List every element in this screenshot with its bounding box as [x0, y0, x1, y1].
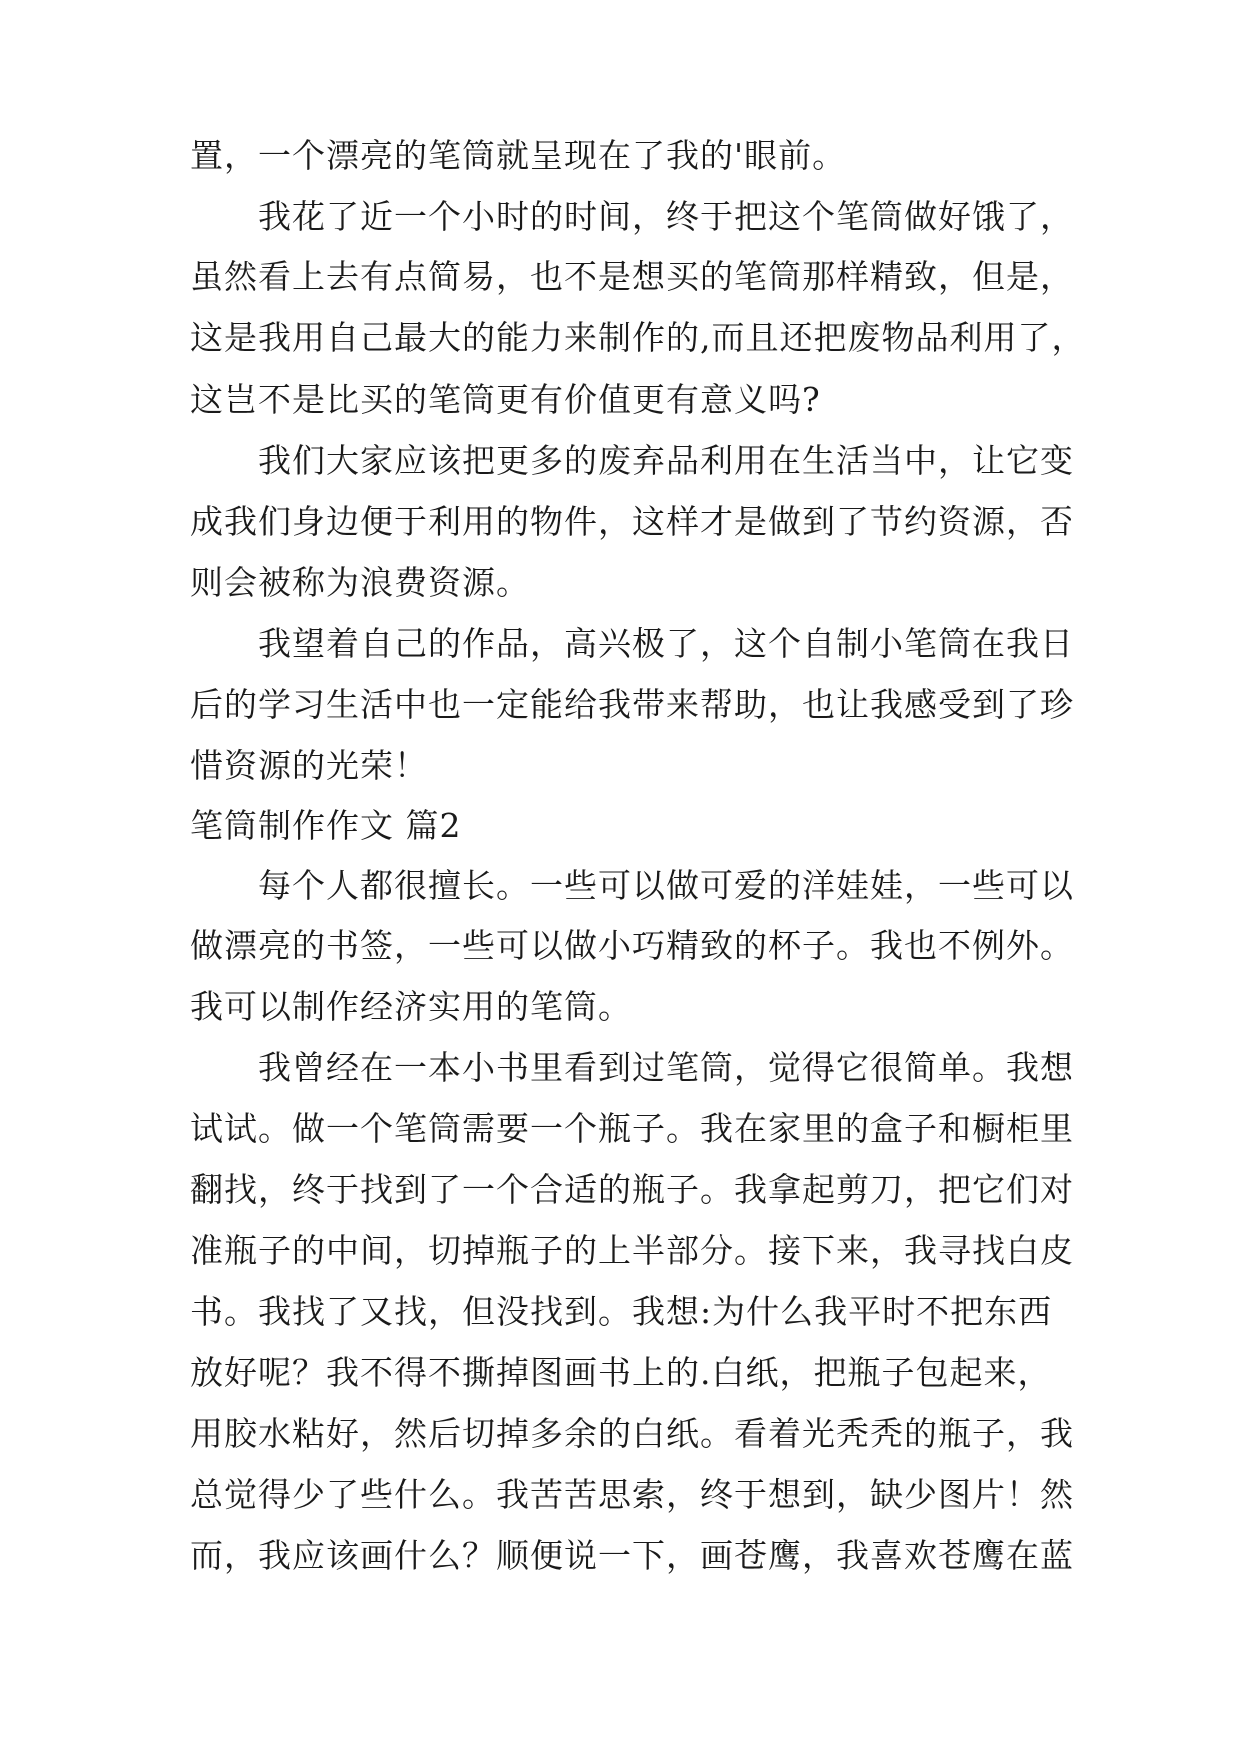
text-line: 我花了近一个小时的时间，终于把这个笔筒做好饿了，	[190, 197, 1074, 236]
text-line: 用胶水粘好，然后切掉多余的白纸。看着光秃秃的瓶子，我	[190, 1414, 1074, 1453]
text-line: 翻找，终于找到了一个合适的瓶子。我拿起剪刀，把它们对	[190, 1170, 1074, 1209]
section-heading: 笔筒制作作文 篇2	[190, 806, 462, 845]
text-line: 每个人都很擅长。一些可以做可爱的洋娃娃，一些可以	[190, 866, 1074, 905]
text-line: 我们大家应该把更多的废弃品利用在生活当中，让它变	[190, 441, 1074, 480]
text-line: 书。我找了又找，但没找到。我想:为什么我平时不把东西	[190, 1292, 1053, 1331]
text-line: 我可以制作经济实用的笔筒。	[190, 987, 632, 1026]
text-line: 总觉得少了些什么。我苦苦思索，终于想到，缺少图片！然	[190, 1475, 1074, 1514]
text-line: 准瓶子的中间，切掉瓶子的上半部分。接下来，我寻找白皮	[190, 1231, 1074, 1270]
text-line: 试试。做一个笔筒需要一个瓶子。我在家里的盒子和橱柜里	[190, 1109, 1074, 1148]
text-line: 这是我用自己最大的能力来制作的,而且还把废物品利用了，	[190, 318, 1086, 357]
text-line: 虽然看上去有点简易，也不是想买的笔筒那样精致，但是，	[190, 257, 1074, 296]
text-line: 做漂亮的书签，一些可以做小巧精致的杯子。我也不例外。	[190, 926, 1074, 965]
text-line: 则会被称为浪费资源。	[190, 563, 530, 602]
text-line: 这岂不是比买的笔筒更有价值更有意义吗?	[190, 380, 821, 419]
text-line: 惜资源的光荣！	[190, 746, 428, 785]
text-line: 置，一个漂亮的笔筒就呈现在了我的'眼前。	[190, 136, 847, 175]
text-line: 我望着自己的作品，高兴极了，这个自制小笔筒在我日	[190, 624, 1074, 663]
text-line: 而，我应该画什么？顺便说一下，画苍鹰，我喜欢苍鹰在蓝	[190, 1536, 1074, 1575]
text-line: 后的学习生活中也一定能给我带来帮助，也让我感受到了珍	[190, 685, 1074, 724]
text-line: 我曾经在一本小书里看到过笔筒，觉得它很简单。我想	[190, 1048, 1074, 1087]
text-line: 成我们身边便于利用的物件，这样才是做到了节约资源，否	[190, 502, 1074, 541]
text-line: 放好呢？我不得不撕掉图画书上的.白纸，把瓶子包起来，	[190, 1353, 1052, 1392]
